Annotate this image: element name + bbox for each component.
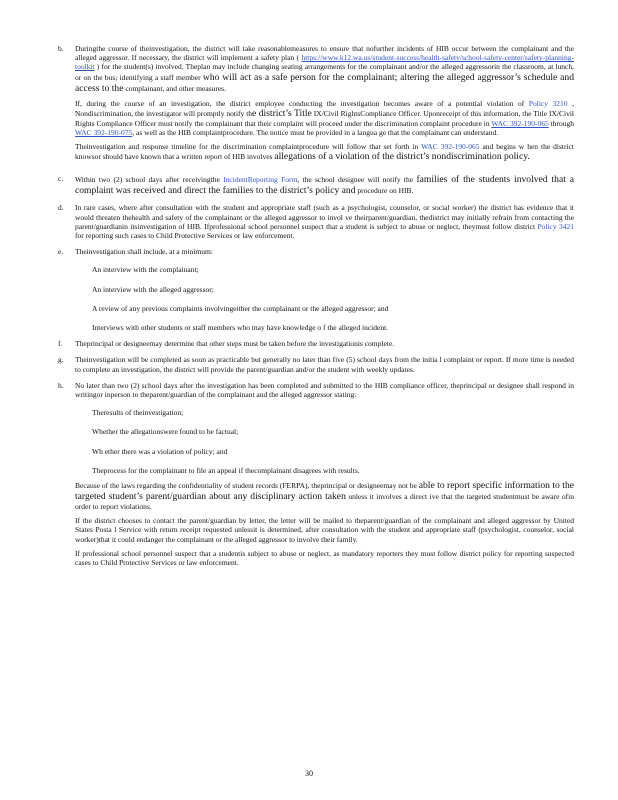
- list-item-g: g. Theinvestigation will be completed as soon as practicable but generally no later than five (5) school days from the initia l complaint or report. If more time is needed to complete an investigation, the district will provide the parent/guardian and/or the student with weekly updates.: [58, 355, 574, 374]
- item-marker: e.: [58, 247, 64, 257]
- wac-075-link[interactable]: WAC 392-190-075: [75, 128, 133, 138]
- item-marker: g.: [58, 355, 64, 365]
- bullet-item: An interview with the alleged aggressor;: [75, 285, 574, 294]
- item-marker: h.: [58, 380, 64, 390]
- item-marker: b.: [58, 44, 64, 53]
- bullet-item: Whether the allegationswere found to be factual;: [75, 427, 574, 436]
- bullet-item: An interview with the complainant;: [75, 265, 574, 274]
- policy-3421-link[interactable]: Policy 3421: [537, 221, 574, 231]
- paragraph: Theinvestigation shall include, at a minimum:: [75, 247, 213, 257]
- item-marker: d.: [58, 203, 64, 213]
- page-number: 30: [305, 769, 313, 778]
- paragraph: No later than two (2) school days after the investigation has been completed and submitted to the HIB compliance officer, theprincipal or designee shall respond in writingor inperson to theparent/guardian of the complainant and the alleged aggressor stating:: [75, 380, 574, 400]
- list-item-f: f. Theprincipal or designeemay determine that other steps must be taken before the investigationis complete.: [58, 339, 395, 349]
- paragraph: If the district chooses to contact the parent/guardian by letter, the letter will be mailed to theparent/guardian of the complainant and alleged aggressor by United States Posta l Service with return receipt requested unlessit is determined, after consultation with the student and appropriate staff (psychologist, counselor, social worker)that it could endanger the complainant or the alleged aggressor to involve their family.: [75, 516, 574, 544]
- bullet-icon: [75, 427, 92, 436]
- paragraph: If professional school personnel suspect that a studentis subject to abuse or neglect, as mandatory reporters they must follow district policy for reporting suspected cases to Child Protective Services or law enforcement.: [75, 548, 574, 568]
- document-page: [58, 44, 574, 572]
- wac-065-link[interactable]: WAC 392-190-065: [421, 142, 480, 152]
- bullet-icon: [75, 323, 92, 332]
- paragraph: If, during the course of an investigation, the district employee conducting the investigation becomes aware of a potential violation of Policy 3210 , Nondiscrimination, the investigator will promptly notify the district’s Title IX/Civil RightsCompliance Officer. Uponreceipt of this information, the Title IX/Civil Rights Compliance Officer must notify the complainant that their complaint will proceed under the discrimination complaint procedure in WAC 392-190-065 through WAC 392-190-075, as well as the HIB complaintprocedure. The notice must be provided in a langua ge that the complainant can understand.: [75, 98, 575, 138]
- list-item-e: [58, 247, 574, 332]
- list-item-d: d. In rare cases, where after consultation with the student and appropriate staff (such as a psychologist, counselor, or social worker) the district has evidence that it would threaten thehealth and safety of the complainant or the alleged aggressor to invol ve theirparent/guardian, thedistrict may initially refrain from contacting the parent/guardianin itsinvestigation of HIB. Ifprofessional school personnel suspect that a student is subject to abuse or neglect, theymust follow district Policy 3421 for reporting such cases to Child Protective Services or law enforcement.: [58, 203, 574, 241]
- bullet-item: Wh ether there was a violation of policy; and: [75, 447, 574, 456]
- incident-reporting-form-link[interactable]: IncidentReporting Form: [223, 175, 298, 185]
- bullet-icon: [75, 265, 92, 274]
- bullet-item: Theresults of theinvestigation;: [75, 408, 574, 417]
- safety-planning-link[interactable]: https://www.k12.wa.us/student-success/health-safety/school-safety-center/safety-planning-toolkit: [75, 53, 574, 72]
- item-marker: c.: [58, 174, 64, 184]
- bullet-icon: [75, 285, 92, 294]
- bullet-item: A review of any previous complaints involvingeither the complainant or the alleged aggressor; and: [75, 304, 574, 313]
- list-item-b: [58, 44, 574, 167]
- wac-065-link[interactable]: WAC 392-190-065: [491, 118, 549, 128]
- bullet-icon: [75, 304, 92, 313]
- item-h-continuation: [75, 480, 574, 567]
- bullet-icon: [75, 447, 92, 456]
- list-item-h: [58, 381, 574, 475]
- paragraph: Theinvestigation and response timeline for the discrimination complaintprocedure will follow that set forth in WAC 392-190-065 and begins w hen the district knowsor should have known that a written report of HIB involves allegations of a violation of the district’s nondiscrimination policy.: [75, 142, 574, 163]
- paragraph: Duringthe course of theinvestigation, the district will take reasonablemeasures to ensure that nofurther incidents of HIB occur between the complainant and the alleged aggressor. If necessary, the district will implement a safety plan ( https://www.k12.wa.us/student-success/health-safety/school-safety-center/safety-planning-toolkit ) for the student(s) involved. Theplan may include changing seating arrangements for the complainant and/or the alleged aggressorin the classroom, at lunch, or on the bus; identifying a staff member who will act as a safe person for the complainant; altering the alleged aggressor’s schedule and access to the complainant, and other measures.: [75, 44, 575, 94]
- bullet-item: Theprocess for the complainant to file an appeal if thecomplainant disagrees with results.: [75, 466, 574, 475]
- bullet-icon: [75, 408, 92, 417]
- paragraph: Because of the laws regarding the confidentiality of student records (FERPA), theprincipal or designeemay not be able to report specific information to the targeted student’s parent/guardian about any disciplinary action taken unless it involves a direct ive that the targeted studentmust be aware ofin order to report violations.: [75, 480, 575, 512]
- policy-3210-link[interactable]: Policy 3210: [528, 98, 568, 108]
- list-item-c: c. Within two (2) school days after receivingthe IncidentReporting Form, the school designee will notify the families of the students involved that a complaint was received and direct the families to the district’s policy and procedure on HIB.: [58, 174, 575, 197]
- bullet-item: Interviews with other students or staff members who may have knowledge o f the alleged incident.: [75, 323, 574, 332]
- item-marker: f.: [58, 339, 63, 349]
- bullet-icon: [75, 466, 92, 475]
